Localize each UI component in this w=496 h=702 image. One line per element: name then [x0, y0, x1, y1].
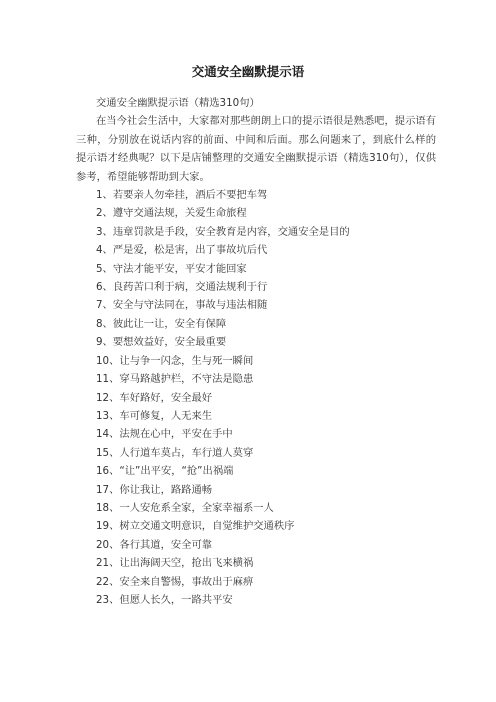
list-item: 18、一人安危系全家，全家幸福系一人: [96, 501, 274, 514]
list-item: 14、法规在心中，平安在手中: [96, 428, 233, 441]
list-item: 4、严是爱，松是害，出了事故坑后代: [96, 244, 268, 257]
document-body: [76, 94, 436, 609]
list-item: 23、但愿人长久，一路共平安: [96, 593, 233, 606]
list-item: 22、安全来自警惕，事故出于麻痹: [96, 575, 254, 588]
list-item: 15、人行道车莫占，车行道人莫穿: [96, 446, 254, 459]
intro-paragraph: 在当今社会生活中，大家都对那些朗朗上口的提示语很是熟悉吧，提示语有三种，分别放在说话内容的前面、中间和后面。那么问题来了，到底什么样的提示语才经典呢？以下是店铺整理的交通安全幽默提示语（精选310句），仅供参考，希望能够帮助到大家。: [76, 115, 436, 183]
list-item: 20、各行其道，安全可靠: [96, 538, 213, 551]
list-item: 8、彼此让一让，安全有保障: [96, 317, 227, 330]
document-subtitle: 交通安全幽默提示语（精选310句）: [96, 97, 260, 109]
list-item: 1、若要亲人勿牵挂，酒后不要把车驾: [96, 189, 268, 202]
list-item: 17、你让我让，路路通畅: [96, 483, 213, 496]
list-item: 3、违章罚款是手段，安全教育是内容，交通安全是目的: [96, 225, 350, 238]
list-item: 10、让与争一闪念，生与死一瞬间: [96, 354, 254, 367]
list-item: 11、穿马路越护栏，不守法是隐患: [96, 373, 254, 386]
list-item: 21、让出海阔天空，抢出飞来横祸: [96, 557, 254, 570]
list-item: 19、树立交通文明意识，自觉维护交通秩序: [96, 520, 295, 533]
list-item: 13、车可修复，人无来生: [96, 409, 213, 422]
list-item: 16、“让”出平安，“抢”出祸端: [96, 465, 234, 478]
list-item: 9、要想效益好，安全最重要: [96, 336, 227, 349]
page-title: 交通安全幽默提示语: [191, 64, 305, 79]
slogan-list: [76, 186, 436, 609]
list-item: 7、安全与守法同在，事故与违法相随: [96, 299, 268, 312]
list-item: 6、良药苦口利于病，交通法规利于行: [96, 281, 268, 294]
list-item: 12、车好路好，安全最好: [96, 391, 213, 404]
list-item: 5、守法才能平安，平安才能回家: [96, 262, 247, 275]
list-item: 2、遵守交通法规，关爱生命旅程: [96, 207, 247, 220]
